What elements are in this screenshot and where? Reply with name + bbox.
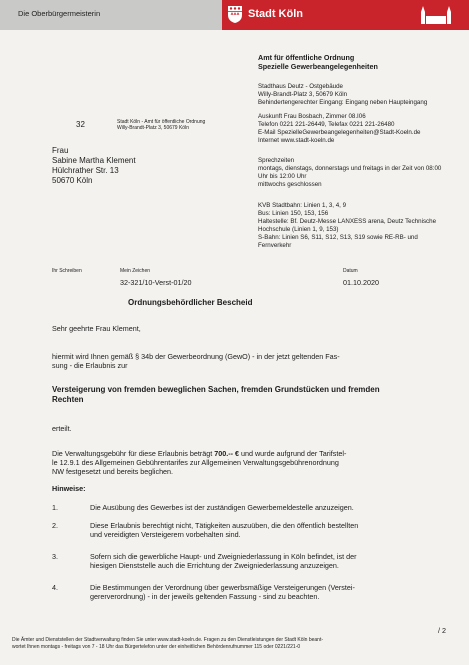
city-name: Stadt Köln: [248, 8, 303, 20]
office-hours-line3: mittwochs geschlossen: [258, 181, 322, 188]
cologne-crest-icon: [226, 4, 244, 24]
transit-sbahn: S-Bahn: Linien S6, S11, S12, S13, S19 sowie RE-RB- und: [258, 234, 418, 241]
note-number: 3.: [52, 552, 58, 561]
office-address-building: Stadthaus Deutz - Ostgebäude: [258, 83, 343, 90]
fee-line3: NW festgesetzt und bereits beglichen.: [52, 467, 174, 476]
recipient-city: 50670 Köln: [52, 176, 93, 185]
footer-line1: Die Ämter und Dienststellen der Stadtverwaltung finden Sie unter www.stadt-koeln.de. Fragen zu den Dienstleistungen der Stadt Köln beant-: [12, 637, 324, 643]
granted-text: erteilt.: [52, 424, 72, 433]
intro-line2: sung - die Erlaubnis zur: [52, 361, 128, 370]
transit-stop: Haltestelle: Bf. Deutz-Messe LANXESS arena, Deutz Technische: [258, 218, 437, 225]
note-number: 1.: [52, 503, 58, 512]
fee-line1: [52, 449, 346, 458]
office-hours-title: Sprechzeiten: [258, 157, 295, 164]
note-text: Die Ausübung des Gewerbes ist der zuständigen Gewerbemeldestelle anzuzeigen.: [90, 503, 354, 512]
note-item-1: [52, 503, 469, 513]
note-text-cont: hiesigen Dienststelle auch die Errichtung der Zweigniederlassung anzuzeigen.: [90, 561, 339, 570]
subject-line1: Versteigerung von fremden beweglichen Sachen, fremden Grundstücken und fremden: [52, 385, 380, 394]
note-text: Sofern sich die gewerbliche Haupt- und Zweigniederlassung in Köln befindet, ist der: [90, 552, 357, 561]
contact-website: Internet www.stadt-koeln.de: [258, 137, 335, 144]
footer-line2: wortet Ihnen montags - freitags von 7 - 18 Uhr das Bürgertelefon unter der einheitlichen Behördenrufnummer 115 oder 0221/221-0: [12, 644, 301, 650]
note-text: Die Bestimmungen der Verordnung über gewerbsmäßige Versteigerungen (Verstei-: [90, 583, 355, 592]
office-name: Amt für öffentliche Ordnung: [258, 53, 355, 62]
greeting: Sehr geehrte Frau Klement,: [52, 324, 141, 333]
notes-title: Hinweise:: [52, 484, 86, 493]
cathedral-icon: [417, 4, 457, 24]
sender-line2: Willy-Brandt-Platz 3, 50679 Köln: [117, 125, 189, 131]
your-letter-label: Ihr Schreiben: [52, 268, 82, 274]
note-text-cont: und vereidigten Versteigerern vorbehalten sind.: [90, 530, 241, 539]
note-item-2: [52, 521, 469, 541]
date-value: 01.10.2020: [343, 278, 379, 287]
note-text: Diese Erlaubnis berechtigt nicht, Tätigkeiten auszuüben, die den öffentlich bestellten: [90, 521, 359, 530]
sender-line1: Stadt Köln - Amt für öffentliche Ordnung: [117, 119, 206, 125]
mayor-label: Die Oberbürgermeisterin: [18, 9, 101, 18]
contact-email: E-Mail SpezielleGewerbeangelegenheiten@Stadt-Koeln.de: [258, 129, 421, 136]
fee-amount: 700.-- €: [214, 449, 239, 458]
recipient-street: Hülchrather Str. 13: [52, 166, 119, 175]
page-marker: / 2: [438, 626, 446, 635]
note-item-3: [52, 552, 469, 572]
office-address-street: Willy-Brandt-Platz 3, 50679 Köln: [258, 91, 348, 98]
intro-line1: hiermit wird Ihnen gemäß § 34b der Gewerbeordnung (GewO) - in der jetzt geltenden Fas-: [52, 352, 340, 361]
contact-phone: Telefon 0221 221-26449, Telefax 0221 221-26480: [258, 121, 395, 128]
note-number: 4.: [52, 583, 58, 592]
reference-value: 32-321/10-Verst-01/20: [120, 278, 192, 287]
office-accessible-entrance: Behindertengerechter Eingang: Eingang neben Haupteingang: [258, 99, 428, 106]
transit-stop-lines: Hochschule (Linien 1, 9, 153): [258, 226, 339, 233]
fee-line2: le 12.9.1 des Allgemeinen Gebührentarifes zur Allgemeinen Verwaltungsgebührenordnung: [52, 458, 339, 467]
sender-code: 32: [76, 120, 85, 129]
contact-person: Auskunft Frau Bosbach, Zimmer 08.I06: [258, 113, 366, 120]
transit-bus: Bus: Linien 150, 153, 156: [258, 210, 329, 217]
office-hours-line2: Uhr bis 12:00 Uhr: [258, 173, 307, 180]
transit-tram: KVB Stadtbahn: Linien 1, 3, 4, 9: [258, 202, 347, 209]
reference-label: Mein Zeichen: [120, 268, 151, 274]
note-text-cont: gererverordnung) - in der jeweils geltenden Fassung - sind zu beachten.: [90, 592, 320, 601]
transit-longdistance: Fernverkehr: [258, 242, 292, 249]
note-number: 2.: [52, 521, 58, 530]
fee-line1-end: und wurde aufgrund der Tarifstel-: [239, 449, 347, 458]
note-item-4: [52, 583, 469, 603]
recipient-name: Sabine Martha Klement: [52, 156, 136, 165]
date-label: Datum: [343, 268, 358, 274]
recipient-salutation: Frau: [52, 146, 69, 155]
office-department: Spezielle Gewerbeangelegenheiten: [258, 62, 378, 71]
fee-line1-start: Die Verwaltungsgebühr für diese Erlaubnis beträgt: [52, 449, 215, 458]
subject-line2: Rechten: [52, 395, 84, 404]
office-hours-line1: montags, dienstags, donnerstags und freitags in der Zeit von 08:00: [258, 165, 442, 172]
letterhead-bar: [0, 0, 469, 30]
letter-title: Ordnungsbehördlicher Bescheid: [128, 298, 253, 307]
